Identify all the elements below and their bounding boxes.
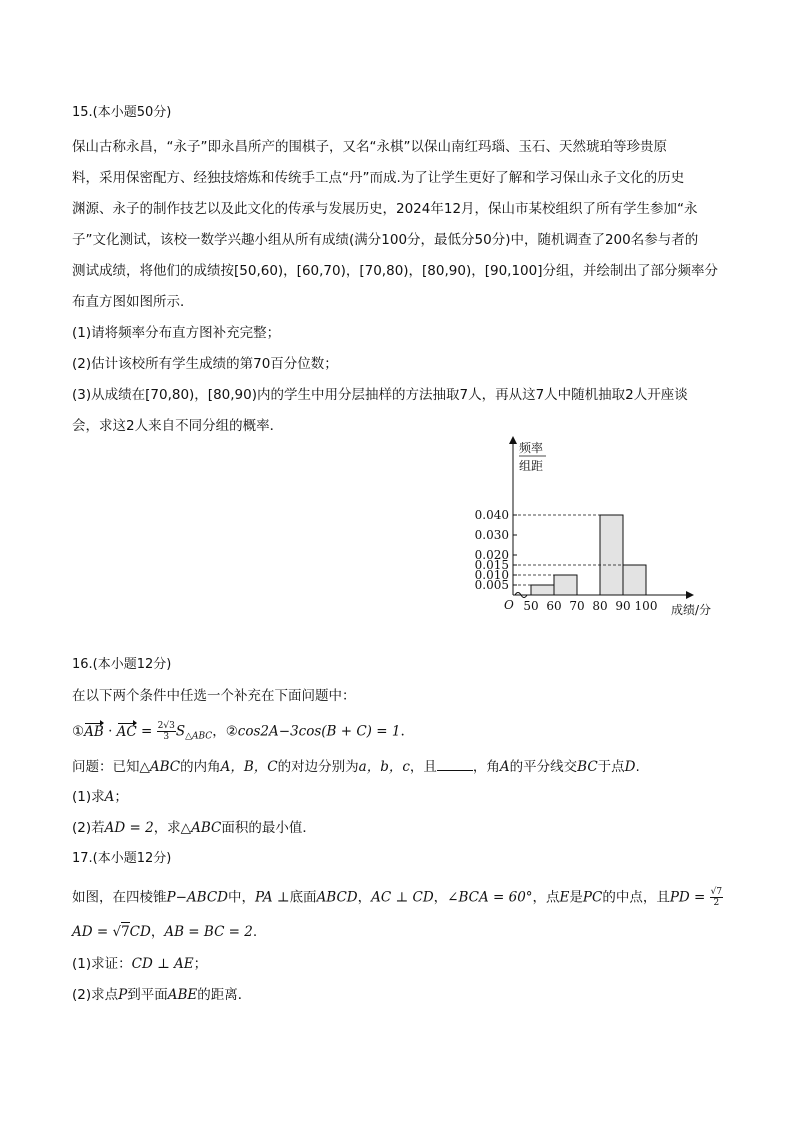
problem-text-4: ，且 xyxy=(409,759,437,775)
fraction-root-seven-over-two xyxy=(710,887,723,908)
q17-text-6: ，点 xyxy=(532,889,560,906)
point-d: D xyxy=(624,759,636,775)
problem-text-2: 的内角 xyxy=(180,759,221,775)
q15-paragraph-line-1: 保山古称永昌，“永子”即永昌所产的围棋子，又名“永棋”以保山南红玛瑙、玉石、天然琥珀等珍贵原 xyxy=(72,139,667,155)
x-tick-label-50: 50 xyxy=(523,599,539,613)
q17-sub1-text: (1)求证： xyxy=(72,956,132,972)
ac-perp-cd: AC ⊥ CD xyxy=(371,889,434,906)
q17-sub1-math: CD ⊥ AE xyxy=(131,956,194,972)
subquestion-2-text-2: ，求△ xyxy=(153,820,192,836)
q17-text-8: 的中点，且 xyxy=(602,889,670,906)
angle-a: A xyxy=(499,759,510,775)
frequency-histogram xyxy=(468,432,758,622)
q17-sub2-point: P xyxy=(118,987,128,1003)
q17-text-5: ， xyxy=(433,889,448,906)
q16-subquestion-1 xyxy=(72,787,128,807)
x-tick-label-70: 70 xyxy=(569,599,585,613)
segment-bc: BC xyxy=(577,759,598,775)
fraction-numerator: 2√3 xyxy=(157,721,175,731)
fraction-two-root-three-over-three xyxy=(157,721,176,742)
pa-perp: PA ⊥ xyxy=(254,889,290,906)
q17-text-9: ， xyxy=(150,924,165,940)
q17-sub1-end: ； xyxy=(193,956,208,972)
q15-header: 15.(本小题50分) xyxy=(72,105,172,120)
segment-pc: PC xyxy=(582,889,603,906)
ab-equals-bc: AB = BC = 2 xyxy=(164,924,253,940)
problem-text-5: ，角 xyxy=(472,759,500,775)
y-tick-label-0.030: 0.030 xyxy=(474,528,509,542)
ad-equals: AD = xyxy=(72,924,113,940)
sides-abc: a，b，c xyxy=(358,759,410,775)
subquestion-2-end: 面积的最小值． xyxy=(221,820,316,836)
q15-subquestion-1: (1)请将频率分布直方图补充完整； xyxy=(72,325,281,341)
q17-text-3: 底面 xyxy=(289,889,317,906)
condition-1-marker: ① xyxy=(72,723,85,740)
base-abcd: ABCD xyxy=(316,889,358,906)
subquestion-2-math-2: ABC xyxy=(191,820,222,836)
q17-sub2-plane: ABE xyxy=(167,987,198,1003)
x-tick-label-80: 80 xyxy=(592,599,608,613)
fraction-denominator: 3 xyxy=(163,732,170,742)
sqrt-symbol: √ xyxy=(112,924,122,940)
q16-header: 16.(本小题12分) xyxy=(72,657,172,672)
x-tick-label-100: 100 xyxy=(634,599,658,613)
origin-label: O xyxy=(504,598,514,612)
subquestion-1-end: ； xyxy=(114,789,128,805)
q17-text-2: 中， xyxy=(227,889,255,906)
histogram-bar-80-90 xyxy=(600,515,623,595)
condition-2-period: . xyxy=(400,723,405,740)
q15-paragraph-line-5: 测试成绩，将他们的成绩按[50,60)，[60,70)，[70,80)，[80,90)，[90,100]分组，并绘制出了部分频率分 xyxy=(72,263,718,279)
x-axis-arrow-icon xyxy=(686,591,694,599)
angles-abc: A，B，C xyxy=(220,759,278,775)
q17-header: 17.(本小题12分) xyxy=(72,851,172,866)
q15-paragraph-line-2: 料，采用保密配方、经独技熔炼和传统手工点“丹”而成.为了让学生更好了解和学习保山永子文化的历史 xyxy=(72,170,685,186)
subquestion-1-math: A xyxy=(104,789,115,805)
x-tick-label-90: 90 xyxy=(615,599,631,613)
sqrt-argument: 7 xyxy=(121,924,130,940)
q17-subquestion-2 xyxy=(72,985,251,1005)
q17-text-7: 是 xyxy=(569,889,583,906)
q16-conditions xyxy=(72,721,405,747)
q15-subquestion-3: (3)从成绩在[70,80)，[80,90)内的学生中用分层抽样的方法抽取7人，再从这7人中随机抽取2人开座谈 xyxy=(72,387,688,403)
fraction-numerator: √7 xyxy=(710,887,723,897)
condition-2-expression: cos2A−3cos(B + C) = 1 xyxy=(237,723,401,740)
problem-text-1: 问题：已知△ xyxy=(72,759,150,775)
q17-text-10: . xyxy=(252,924,258,940)
y-axis-label-bottom: 组距 xyxy=(519,459,544,473)
y-tick-label-0.005: 0.005 xyxy=(474,578,509,592)
vector-ac: AC xyxy=(116,723,137,740)
problem-text-8: . xyxy=(635,759,640,775)
segment-cd: CD xyxy=(129,924,151,940)
chart-bars xyxy=(531,515,646,595)
condition-2-marker: ② xyxy=(225,723,238,740)
dot-operator: · xyxy=(103,723,117,740)
histogram-bar-60-70 xyxy=(554,575,577,595)
angle-bca: ∠BCA = 60° xyxy=(447,889,533,906)
histogram-bar-90-100 xyxy=(623,565,646,595)
y-tick-label-0.015: 0.015 xyxy=(474,558,509,572)
q15-subquestion-2: (2)估计该校所有学生成绩的第70百分位数； xyxy=(72,356,338,372)
pd-equals: PD = xyxy=(669,889,710,906)
q15-subquestion-3-continued: 会，求这2人来自不同分组的概率． xyxy=(72,418,284,434)
equals-sign: = xyxy=(136,723,157,740)
y-tick-label-0.040: 0.040 xyxy=(474,508,509,522)
histogram-bar-50-60 xyxy=(531,585,554,595)
q17-text-1: 如图，在四棱锥 xyxy=(72,889,167,906)
q15-paragraph-line-4: 子”文化测试，该校一数学兴趣小组从所有成绩(满分100分，最低分50分)中，随机调查了200名参与者的 xyxy=(72,232,699,248)
q17-sub2-end: 的距离． xyxy=(197,987,252,1003)
q15-paragraph-line-3: 渊源、永子的制作技艺以及此文化的传承与发展历史，2024年12月，保山市某校组织了所有学生参加“永 xyxy=(72,201,698,217)
fraction-denominator: 2 xyxy=(713,898,720,908)
subquestion-2-text: (2)若 xyxy=(72,820,105,836)
point-e: E xyxy=(559,889,570,906)
q16-problem xyxy=(72,756,640,777)
y-axis-label-top: 频率 xyxy=(519,441,544,455)
vector-ab: AB xyxy=(84,723,104,740)
q17-line-2 xyxy=(72,922,257,942)
q17-sub2-text-2: 到平面 xyxy=(127,987,168,1003)
condition-separator: ， xyxy=(212,723,226,740)
q17-subquestion-1 xyxy=(72,954,207,974)
q16-subquestion-2 xyxy=(72,818,316,838)
x-axis-label: 成绩/分 xyxy=(671,603,712,617)
q17-text-4: ， xyxy=(357,889,372,906)
y-tick-label-0.010: 0.010 xyxy=(474,568,509,582)
x-tick-label-60: 60 xyxy=(546,599,562,613)
problem-text-6: 的平分线交 xyxy=(509,759,578,775)
q16-intro: 在以下两个条件中任选一个补充在下面问题中： xyxy=(72,688,356,704)
subquestion-1-text: (1)求 xyxy=(72,789,105,805)
triangle-abc: ABC xyxy=(149,759,181,775)
y-axis-arrow-icon xyxy=(509,436,517,444)
q15-paragraph-line-6: 布直方图如图所示． xyxy=(72,294,194,310)
problem-text-3: 的对边分别为 xyxy=(277,759,359,775)
q17-sub2-text: (2)求点 xyxy=(72,987,119,1003)
area-subscript: △ABC xyxy=(185,731,213,742)
subquestion-2-math: AD = 2 xyxy=(104,820,154,836)
pyramid-name: P−ABCD xyxy=(166,889,228,906)
q17-line-1 xyxy=(72,887,723,908)
area-symbol: S xyxy=(175,723,186,740)
y-tick-label-0.020: 0.020 xyxy=(474,548,509,562)
fill-in-blank xyxy=(437,756,473,771)
problem-text-7: 于点 xyxy=(597,759,625,775)
chart-ticks xyxy=(475,508,658,613)
